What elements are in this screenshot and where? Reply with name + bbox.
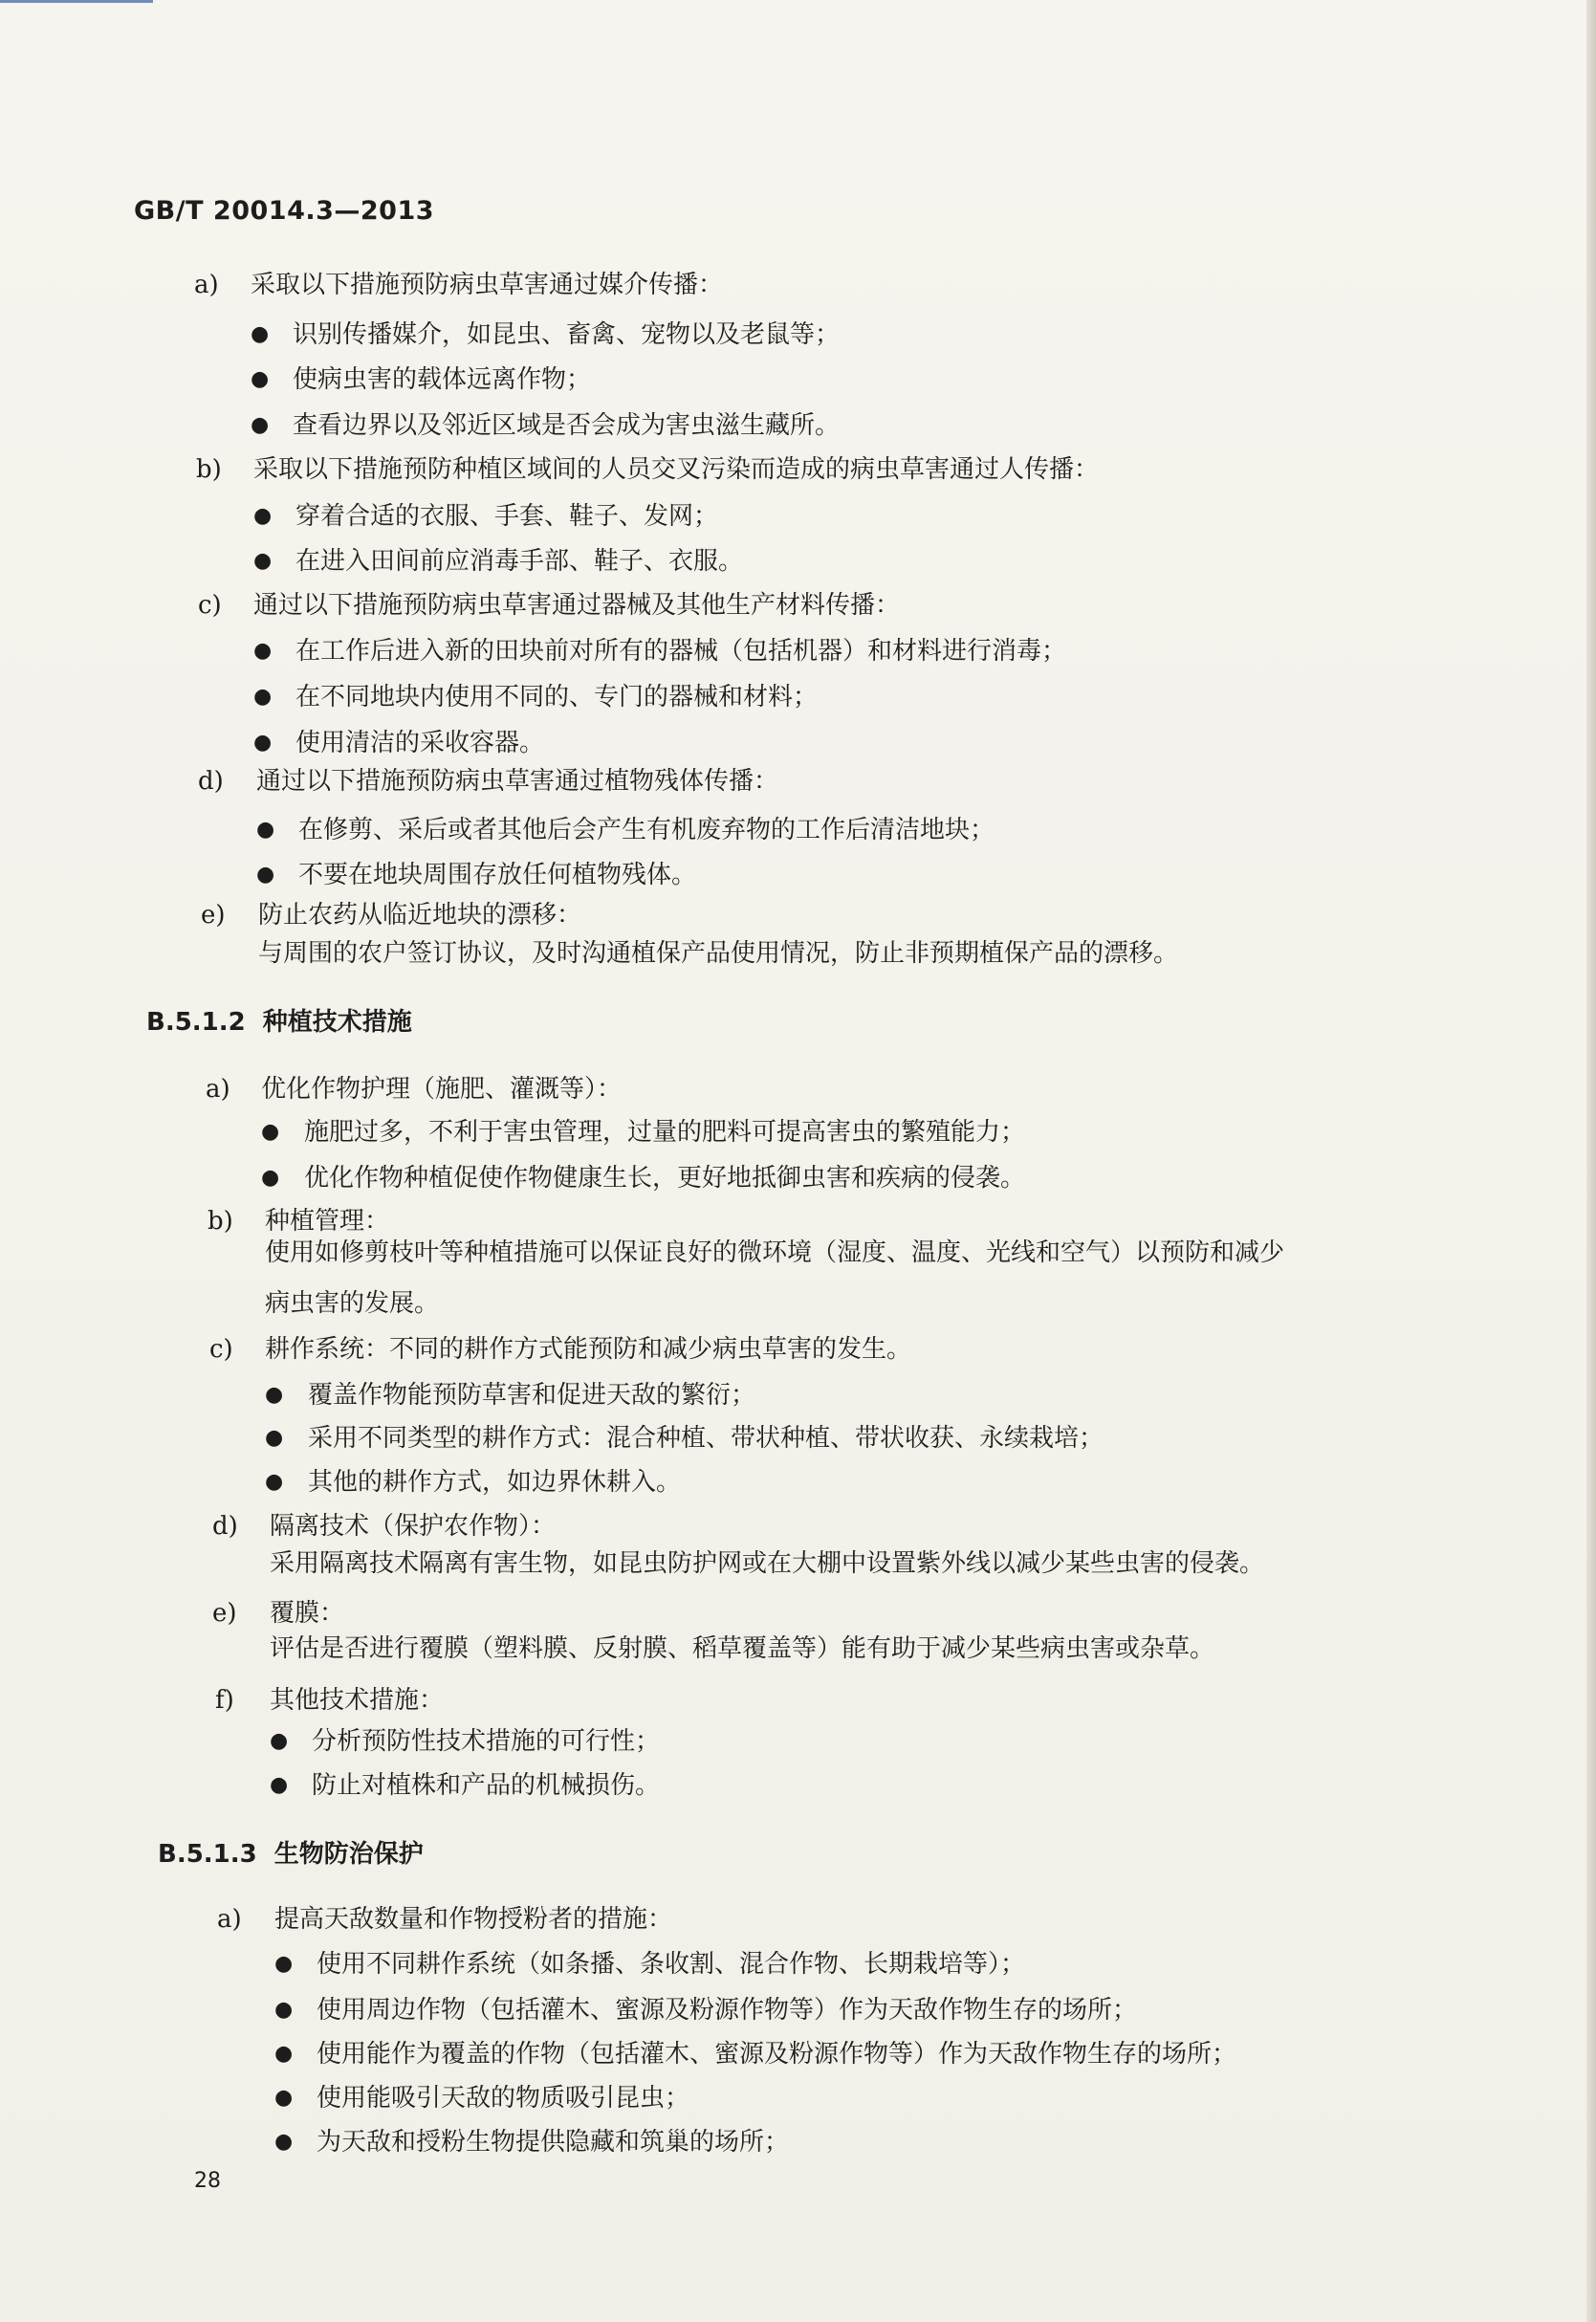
bullet-text: 在进入田间前应消毒手部、鞋子、衣服。 <box>295 547 744 576</box>
section-title: 生物防治保护 <box>273 1840 424 1869</box>
bullet-text: 其他的耕作方式，如边界休耕入。 <box>308 1468 682 1497</box>
page-number: 28 <box>194 2169 221 2193</box>
item-text: 采取以下措施预防种植区域间的人员交叉污染而造成的病虫草害通过人传播： <box>253 455 1100 484</box>
bullet-icon: ● <box>270 1773 289 1797</box>
bullet-text: 识别传播媒介，如昆虫、畜禽、宠物以及老鼠等； <box>293 320 841 349</box>
bullet-icon: ● <box>253 731 273 755</box>
bullet-icon: ● <box>274 2130 294 2154</box>
item-paragraph: 与周围的农户签订协议，及时沟通植保产品使用情况，防止非预期植保产品的漂移。 <box>258 939 1179 968</box>
item-text: 其他技术措施： <box>270 1686 445 1715</box>
bullet-icon: ● <box>261 1166 280 1190</box>
item-label: b) <box>208 1207 233 1236</box>
bullet-text: 施肥过多，不利于害虫管理，过量的肥料可提高害虫的繁殖能力； <box>304 1118 1026 1147</box>
item-label: c) <box>209 1335 233 1364</box>
section-number: B.5.1.3 <box>158 1840 257 1869</box>
page-right-edge <box>1586 0 1596 2322</box>
bullet-text: 使用周边作物（包括灌木、蜜源及粉源作物等）作为天敌作物生存的场所； <box>317 1996 1138 2025</box>
item-text: 隔离技术（保护农作物）： <box>270 1512 557 1541</box>
item-text: 通过以下措施预防病虫草害通过植物残体传播： <box>256 767 779 796</box>
bullet-icon: ● <box>265 1470 284 1494</box>
section-number: B.5.1.2 <box>146 1008 246 1037</box>
item-label: d) <box>212 1512 238 1541</box>
bullet-text: 优化作物种植促使作物健康生长，更好地抵御虫害和疾病的侵袭。 <box>304 1164 1026 1193</box>
item-paragraph: 采用隔离技术隔离有害生物，如昆虫防护网或在大棚中设置紫外线以减少某些虫害的侵袭。 <box>270 1549 1265 1578</box>
section-heading <box>158 1838 424 1871</box>
section-title: 种植技术措施 <box>262 1008 412 1037</box>
bullet-icon: ● <box>253 504 273 528</box>
item-text: 提高天敌数量和作物授粉者的措施： <box>274 1905 673 1934</box>
item-label: f) <box>215 1686 234 1715</box>
bullet-icon: ● <box>261 1120 280 1144</box>
bullet-icon: ● <box>274 1952 294 1976</box>
bullet-text: 不要在地块周围存放任何植物残体。 <box>298 861 697 889</box>
item-text: 通过以下措施预防病虫草害通过器械及其他生产材料传播： <box>253 591 901 620</box>
item-label: a) <box>217 1905 242 1934</box>
section-heading <box>146 1006 412 1039</box>
bullet-icon: ● <box>253 639 273 663</box>
item-paragraph: 评估是否进行覆膜（塑料膜、反射膜、稻草覆盖等）能有助于减少某些病虫害或杂草。 <box>270 1634 1215 1663</box>
item-label: c) <box>198 591 222 620</box>
item-label: e) <box>212 1599 237 1628</box>
bullet-text: 使用不同耕作系统（如条播、条收割、混合作物、长期栽培等）； <box>317 1950 1026 1979</box>
bullet-text: 采用不同类型的耕作方式：混合种植、带状种植、带状收获、永续栽培； <box>308 1424 1104 1453</box>
bullet-icon: ● <box>256 863 275 887</box>
item-paragraph: 病虫害的发展。 <box>265 1289 440 1318</box>
bullet-text: 使病虫害的载体远离作物； <box>293 365 592 394</box>
item-label: b) <box>196 455 222 484</box>
item-label: d) <box>198 767 224 796</box>
item-label: a) <box>194 271 219 299</box>
bullet-text: 分析预防性技术措施的可行性； <box>312 1727 661 1756</box>
bullet-text: 防止对植株和产品的机械损伤。 <box>312 1771 661 1800</box>
scan-edge-mark <box>0 0 153 3</box>
bullet-text: 在不同地块内使用不同的、专门的器械和材料； <box>295 683 819 712</box>
item-text: 覆膜： <box>270 1599 345 1628</box>
bullet-icon: ● <box>274 1998 294 2022</box>
bullet-text: 查看边界以及邻近区域是否会成为害虫滋生藏所。 <box>293 411 841 440</box>
bullet-icon: ● <box>265 1426 284 1450</box>
bullet-icon: ● <box>251 367 270 391</box>
bullet-text: 使用清洁的采收容器。 <box>295 729 545 757</box>
bullet-icon: ● <box>270 1729 289 1753</box>
bullet-icon: ● <box>256 818 275 842</box>
item-label: a) <box>206 1075 230 1104</box>
item-text: 种植管理： <box>265 1207 390 1236</box>
bullet-text: 覆盖作物能预防草害和促进天敌的繁衍； <box>308 1381 756 1410</box>
bullet-icon: ● <box>274 2042 294 2066</box>
bullet-text: 使用能吸引天敌的物质吸引昆虫； <box>317 2084 690 2113</box>
bullet-icon: ● <box>251 322 270 346</box>
item-text: 采取以下措施预防病虫草害通过媒介传播： <box>251 271 724 299</box>
bullet-icon: ● <box>274 2086 294 2110</box>
standard-number-header: GB/T 20014.3—2013 <box>134 196 435 226</box>
bullet-icon: ● <box>265 1383 284 1407</box>
item-text: 耕作系统：不同的耕作方式能预防和减少病虫草害的发生。 <box>265 1335 912 1364</box>
bullet-text: 使用能作为覆盖的作物（包括灌木、蜜源及粉源作物等）作为天敌作物生存的场所； <box>317 2040 1237 2069</box>
item-text: 优化作物护理（施肥、灌溉等）： <box>261 1075 623 1104</box>
bullet-text: 在修剪、采后或者其他后会产生有机废弃物的工作后清洁地块； <box>298 816 995 844</box>
bullet-text: 穿着合适的衣服、手套、鞋子、发网； <box>295 502 719 531</box>
bullet-icon: ● <box>251 413 270 437</box>
bullet-text: 为天敌和授粉生物提供隐藏和筑巢的场所； <box>317 2128 790 2157</box>
item-paragraph: 使用如修剪枝叶等种植措施可以保证良好的微环境（湿度、温度、光线和空气）以预防和减少 <box>265 1238 1285 1267</box>
item-label: e) <box>201 901 226 930</box>
bullet-icon: ● <box>253 685 273 709</box>
bullet-text: 在工作后进入新的田块前对所有的器械（包括机器）和材料进行消毒； <box>295 637 1067 666</box>
item-text: 防止农药从临近地块的漂移： <box>258 901 582 930</box>
bullet-icon: ● <box>253 549 273 573</box>
